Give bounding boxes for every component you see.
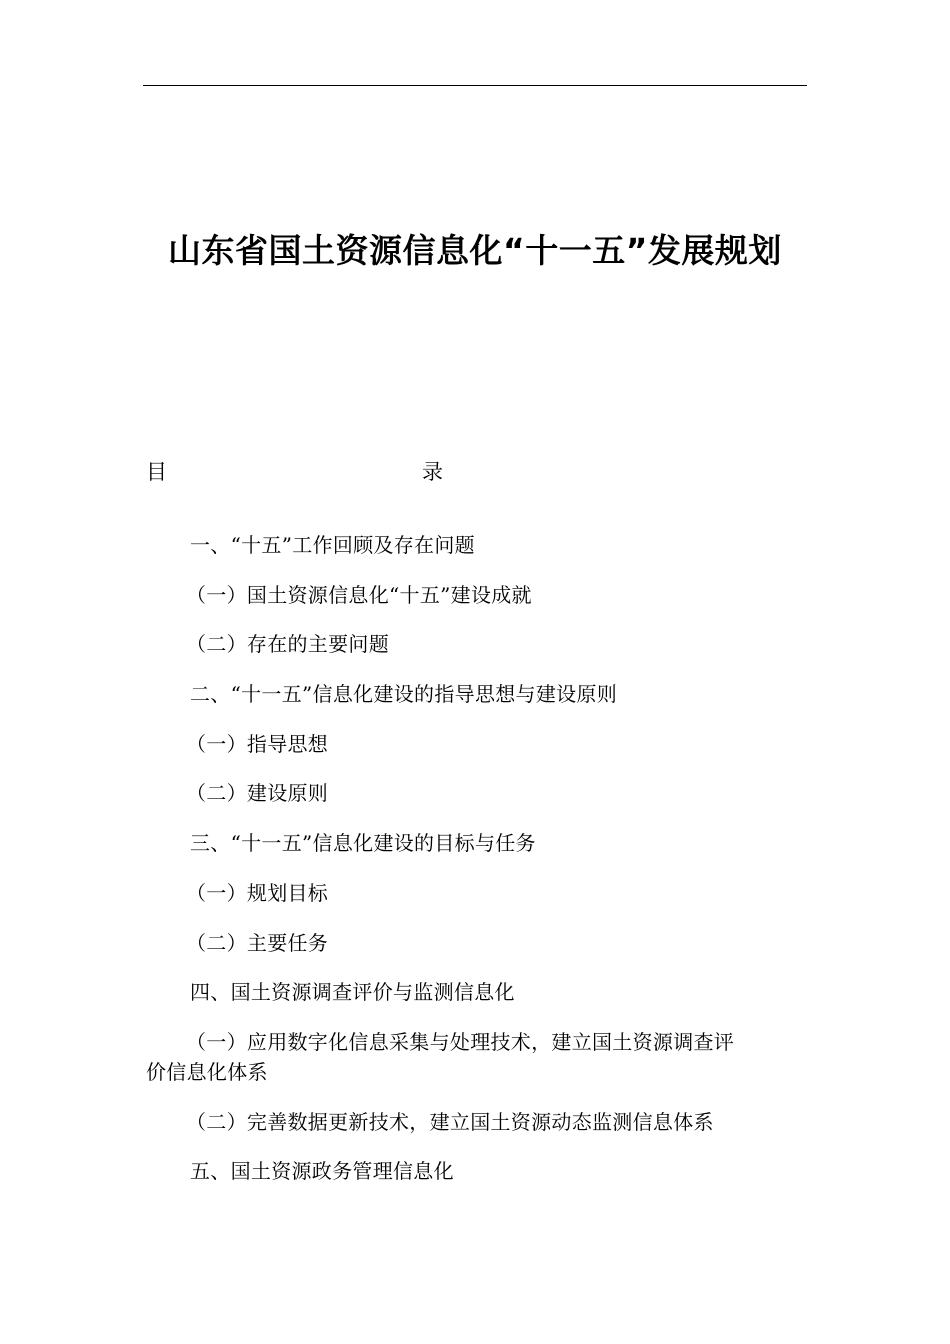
- toc-entry-4-1-line1: （一）应用数字化信息采集与处理技术，建立国土资源调查评: [186, 1029, 735, 1054]
- table-of-contents: [146, 530, 806, 1206]
- toc-entry-2[interactable]: 二、“十一五”信息化建设的指导思想与建设原则: [190, 682, 618, 707]
- toc-entry-1[interactable]: 一、“十五”工作回顾及存在问题: [190, 533, 475, 557]
- toc-entry-3-1[interactable]: （一）规划目标: [186, 880, 329, 905]
- toc-entry-4[interactable]: 四、国土资源调查评价与监测信息化: [190, 980, 515, 1005]
- toc-heading-left: 目: [146, 460, 167, 484]
- toc-heading-right: 录: [422, 460, 443, 484]
- toc-entry-2-1[interactable]: （一）指导思想: [186, 731, 329, 756]
- header-rule: [143, 85, 807, 86]
- toc-entry-4-1-line2: 价信息化体系: [146, 1059, 268, 1084]
- toc-entry-5[interactable]: 五、国土资源政务管理信息化: [190, 1159, 454, 1184]
- toc-entry-3-2[interactable]: （二）主要任务: [186, 930, 329, 955]
- toc-entry-3[interactable]: 三、“十一五”信息化建设的目标与任务: [190, 831, 536, 856]
- toc-entry-1-2[interactable]: （二）存在的主要问题: [186, 632, 389, 657]
- toc-entry-2-2[interactable]: （二）建设原则: [186, 781, 329, 806]
- toc-entry-4-1[interactable]: [146, 1027, 806, 1087]
- toc-entry-4-2[interactable]: （二）完善数据更新技术，建立国土资源动态监测信息体系: [186, 1109, 714, 1134]
- toc-entry-1-1[interactable]: （一）国土资源信息化“十五”建设成就: [186, 582, 532, 607]
- document-title: 山东省国土资源信息化“十一五”发展规划: [168, 231, 782, 270]
